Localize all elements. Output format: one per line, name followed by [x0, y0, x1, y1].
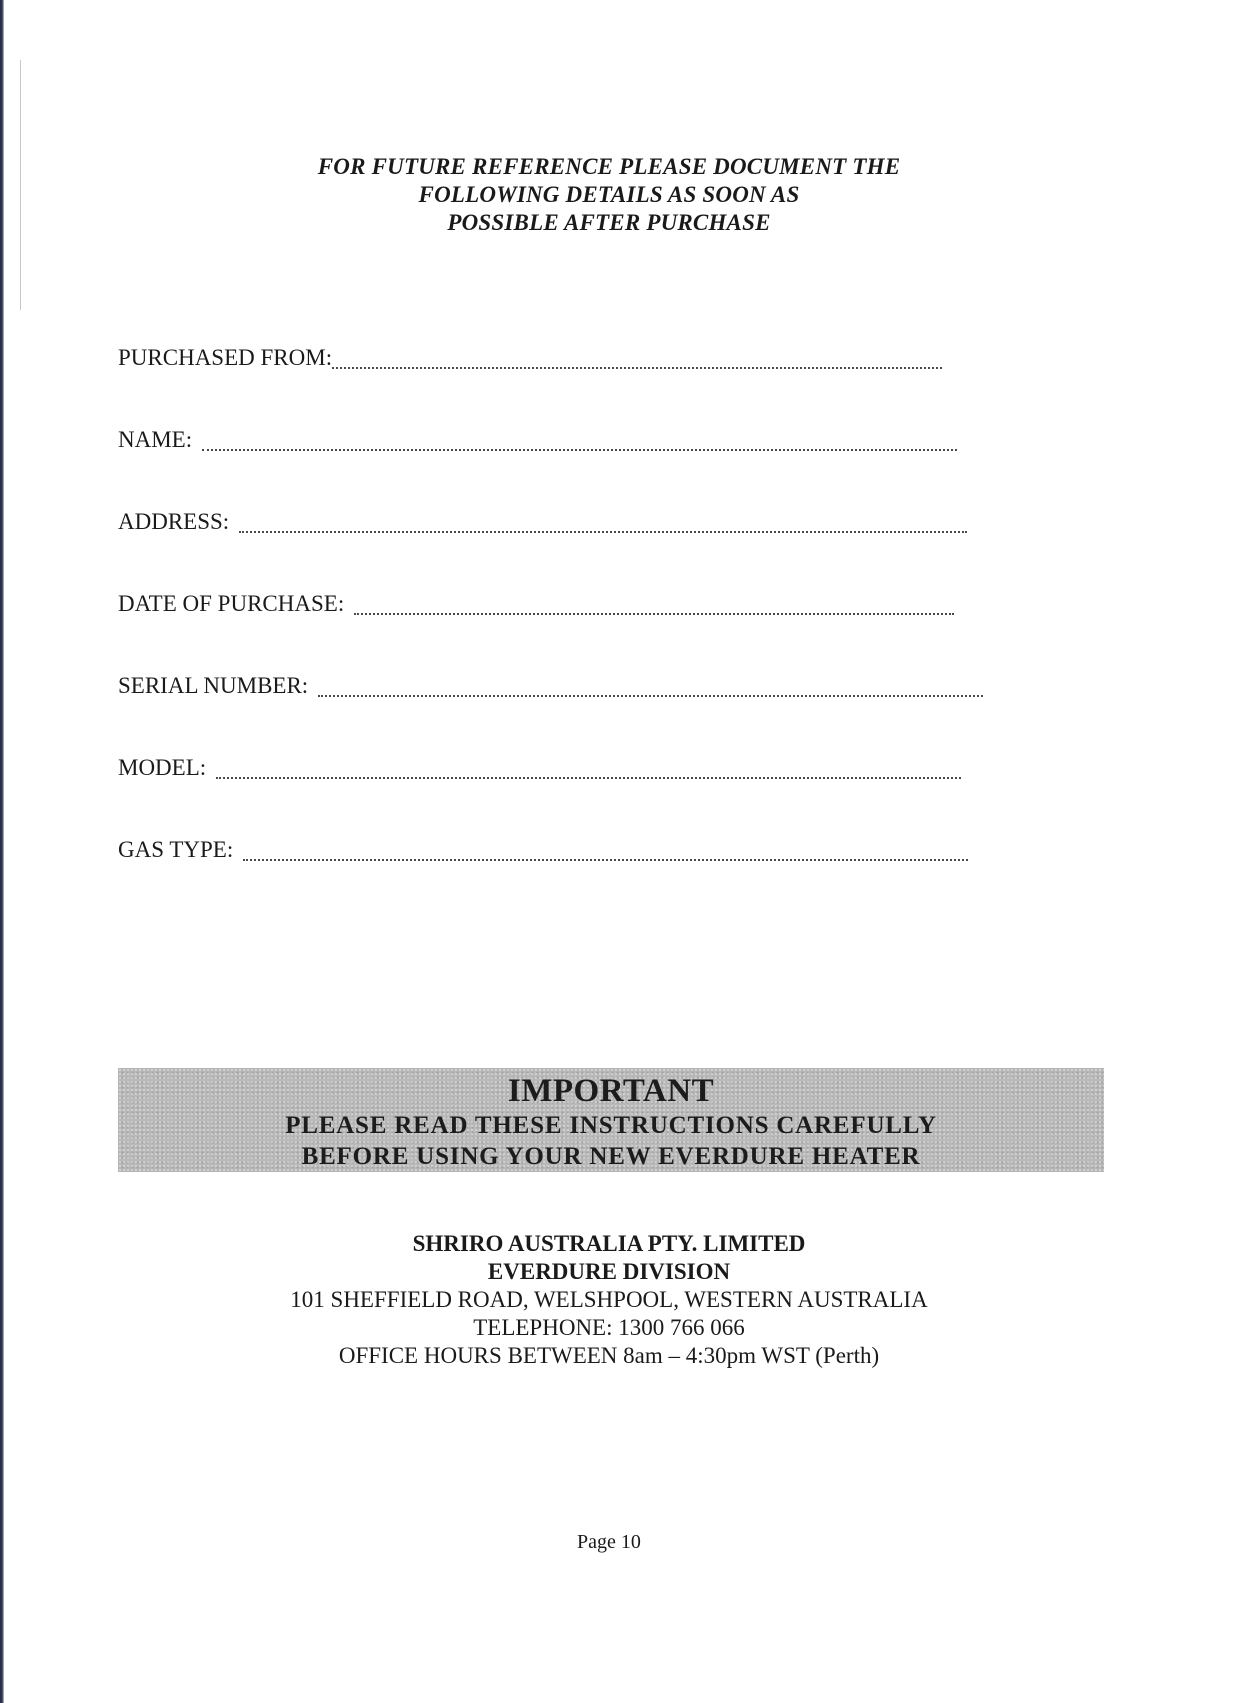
company-telephone: TELEPHONE: 1300 766 066: [473, 1315, 745, 1340]
field-blank-line[interactable]: [332, 367, 942, 369]
field-address[interactable]: [118, 509, 967, 539]
field-label: SERIAL NUMBER:: [118, 673, 309, 698]
field-blank-line[interactable]: [318, 695, 983, 697]
scan-page-edge: [0, 0, 4, 1703]
company-address: 101 SHEFFIELD ROAD, WELSHPOOL, WESTERN AUSTRALIA: [290, 1287, 928, 1312]
field-label: ADDRESS:: [118, 509, 230, 534]
company-name: SHRIRO AUSTRALIA PTY. LIMITED: [412, 1231, 806, 1256]
field-model[interactable]: [118, 755, 961, 785]
field-blank-line[interactable]: [243, 859, 968, 861]
field-blank-line[interactable]: [202, 449, 957, 451]
field-blank-line[interactable]: [216, 777, 961, 779]
instruction-heading-line-3: POSSIBLE AFTER PURCHASE: [447, 210, 771, 235]
company-contact-block: [0, 1230, 1218, 1370]
field-blank-line[interactable]: [239, 531, 967, 533]
field-serial-number[interactable]: [118, 673, 983, 703]
notice-title: IMPORTANT: [507, 1073, 715, 1109]
field-name[interactable]: [118, 427, 957, 457]
field-label: MODEL:: [118, 755, 207, 780]
company-division: EVERDURE DIVISION: [487, 1259, 731, 1284]
field-label: NAME:: [118, 427, 193, 452]
instruction-heading: [0, 153, 1218, 237]
instruction-heading-line-1: FOR FUTURE REFERENCE PLEASE DOCUMENT THE: [317, 154, 901, 179]
notice-line-1: PLEASE READ THESE INSTRUCTIONS CAREFULLY: [285, 1112, 937, 1139]
company-office-hours: OFFICE HOURS BETWEEN 8am – 4:30pm WST (Perth): [338, 1343, 880, 1368]
page-number: Page 10: [577, 1531, 641, 1553]
field-label: PURCHASED FROM:: [118, 345, 333, 370]
field-gas-type[interactable]: [118, 837, 968, 867]
field-blank-line[interactable]: [354, 613, 954, 615]
instruction-heading-line-2: FOLLOWING DETAILS AS SOON AS: [418, 182, 800, 207]
field-label: GAS TYPE:: [118, 837, 234, 862]
important-notice-banner: [118, 1068, 1104, 1172]
notice-line-2: BEFORE USING YOUR NEW EVERDURE HEATER: [301, 1143, 921, 1170]
field-date-of-purchase[interactable]: [118, 591, 954, 621]
field-purchased-from[interactable]: [118, 345, 942, 375]
field-label: DATE OF PURCHASE:: [118, 591, 345, 616]
